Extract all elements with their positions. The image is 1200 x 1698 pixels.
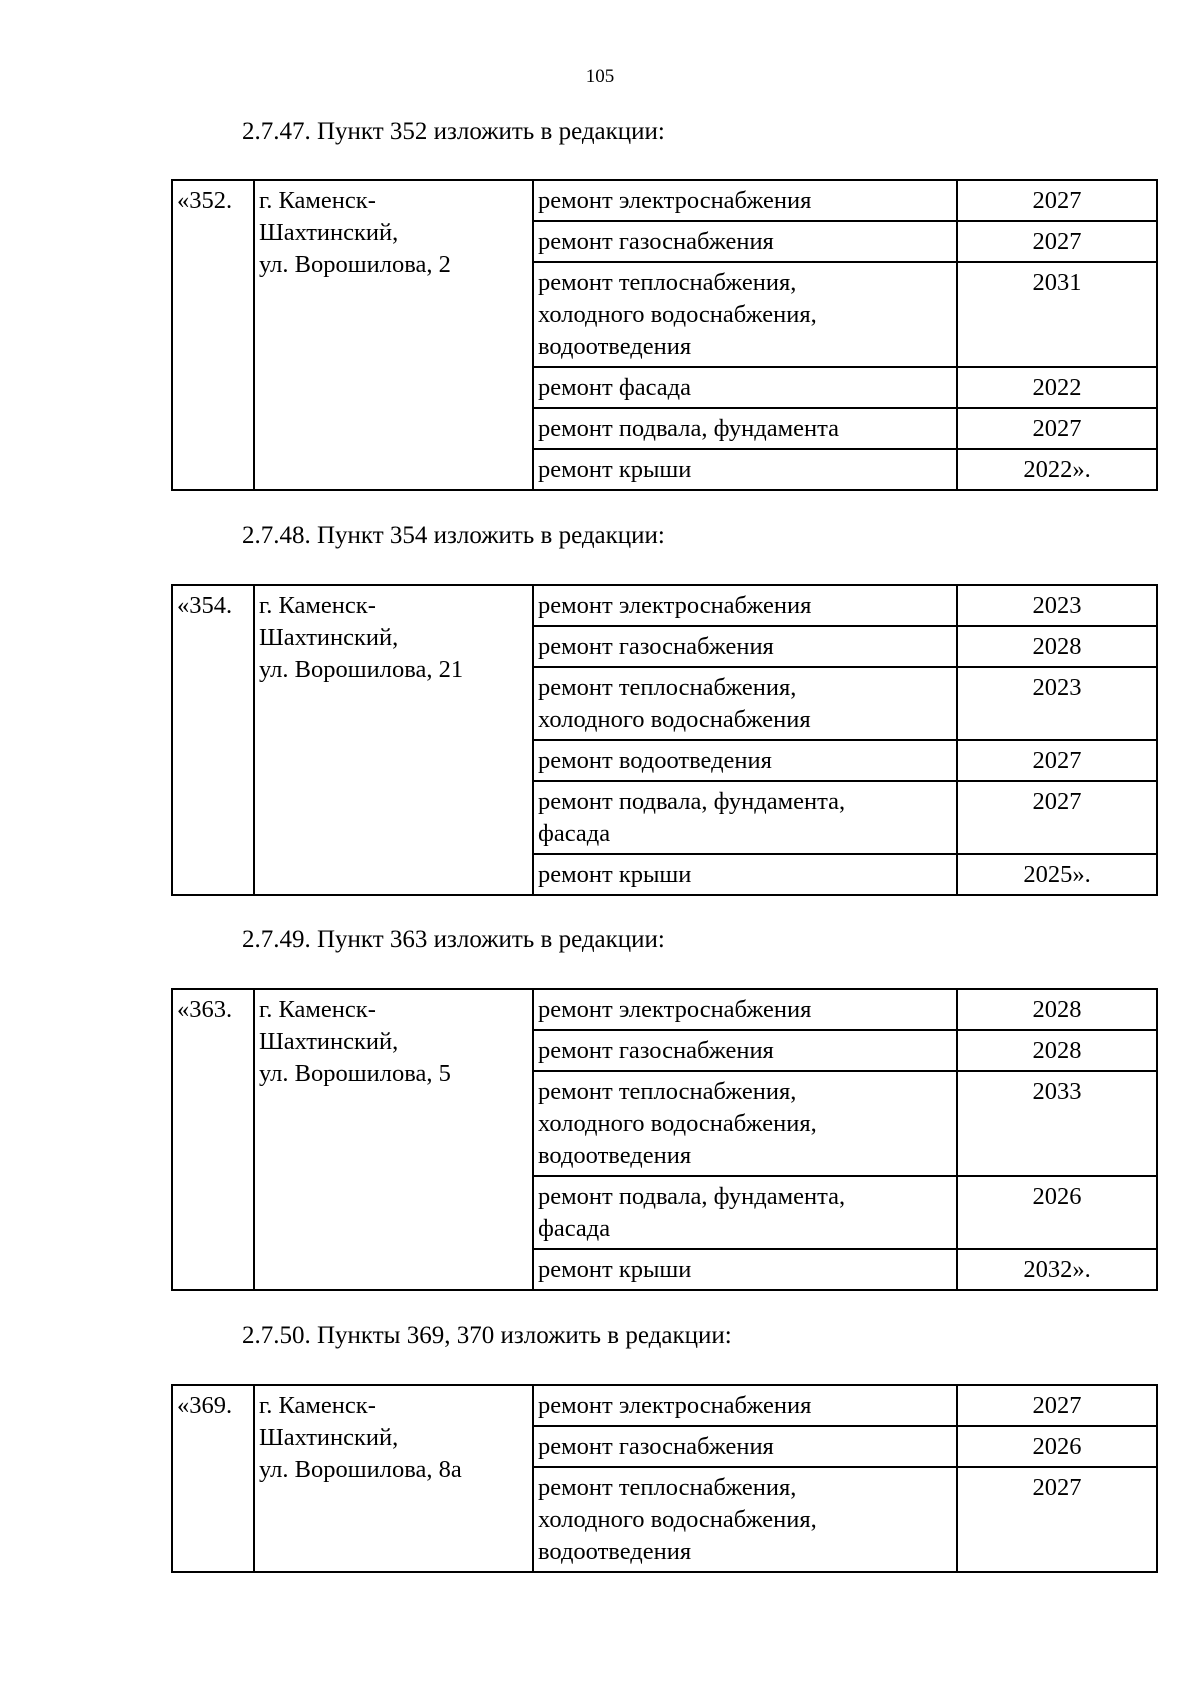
year-cell: 2025».: [957, 854, 1157, 895]
address-line: Шахтинский,: [259, 624, 399, 651]
address-line: Шахтинский,: [259, 1028, 399, 1055]
work-line: ремонт газоснабжения: [538, 1433, 774, 1460]
work-line: ремонт электроснабжения: [538, 187, 812, 214]
address-cell: [254, 585, 533, 895]
work-line: ремонт электроснабжения: [538, 996, 812, 1023]
item-number: «354.: [172, 585, 254, 895]
work-line: фасада: [538, 820, 611, 847]
work-cell: [533, 1176, 957, 1249]
year-cell: 2027: [957, 781, 1157, 854]
work-cell: [533, 1426, 957, 1467]
section-heading: 2.7.48. Пункт 354 изложить в редакции:: [242, 522, 665, 549]
year-cell: 2027: [957, 408, 1157, 449]
year-cell: 2028: [957, 1030, 1157, 1071]
work-line: ремонт газоснабжения: [538, 1037, 774, 1064]
address-line: г. Каменск-: [259, 1392, 376, 1419]
year-cell: 2027: [957, 740, 1157, 781]
year-cell: 2028: [957, 989, 1157, 1030]
year-cell: 2033: [957, 1071, 1157, 1176]
year-cell: 2027: [957, 221, 1157, 262]
address-line: г. Каменск-: [259, 996, 376, 1023]
work-cell: [533, 367, 957, 408]
work-cell: [533, 667, 957, 740]
work-line: ремонт подвала, фундамента,: [538, 788, 846, 815]
work-line: ремонт фасада: [538, 374, 691, 401]
work-cell: [533, 408, 957, 449]
work-line: холодного водоснабжения: [538, 706, 811, 733]
address-line: г. Каменск-: [259, 187, 376, 214]
address-line: ул. Ворошилова, 21: [259, 656, 464, 683]
item-number: «352.: [172, 180, 254, 490]
year-cell: 2026: [957, 1176, 1157, 1249]
year-cell: 2023: [957, 667, 1157, 740]
work-line: ремонт электроснабжения: [538, 1392, 812, 1419]
year-cell: 2032».: [957, 1249, 1157, 1290]
work-line: холодного водоснабжения,: [538, 1506, 817, 1533]
address-line: ул. Ворошилова, 8а: [259, 1456, 462, 1483]
work-line: ремонт крыши: [538, 456, 692, 483]
work-cell: [533, 989, 957, 1030]
year-cell: 2022».: [957, 449, 1157, 490]
work-line: ремонт теплоснабжения,: [538, 269, 797, 296]
address-cell: [254, 989, 533, 1290]
work-cell: [533, 1071, 957, 1176]
work-line: ремонт крыши: [538, 1256, 692, 1283]
amendment-table: [171, 179, 1158, 491]
work-cell: [533, 626, 957, 667]
year-cell: 2027: [957, 180, 1157, 221]
item-number: «363.: [172, 989, 254, 1290]
work-line: ремонт газоснабжения: [538, 228, 774, 255]
year-cell: 2022: [957, 367, 1157, 408]
year-cell: 2027: [957, 1385, 1157, 1426]
address-cell: [254, 180, 533, 490]
year-cell: 2023: [957, 585, 1157, 626]
item-number: «369.: [172, 1385, 254, 1572]
section-heading: 2.7.50. Пункты 369, 370 изложить в редакции:: [242, 1322, 732, 1349]
amendment-table: [171, 1384, 1158, 1573]
work-cell: [533, 1467, 957, 1572]
work-cell: [533, 585, 957, 626]
year-cell: 2026: [957, 1426, 1157, 1467]
year-cell: 2027: [957, 1467, 1157, 1572]
work-cell: [533, 1385, 957, 1426]
work-line: фасада: [538, 1215, 611, 1242]
address-line: ул. Ворошилова, 5: [259, 1060, 451, 1087]
address-line: г. Каменск-: [259, 592, 376, 619]
year-cell: 2028: [957, 626, 1157, 667]
work-line: холодного водоснабжения,: [538, 301, 817, 328]
work-line: холодного водоснабжения,: [538, 1110, 817, 1137]
work-line: ремонт теплоснабжения,: [538, 1474, 797, 1501]
work-cell: [533, 221, 957, 262]
address-line: Шахтинский,: [259, 219, 399, 246]
amendment-table: [171, 988, 1158, 1291]
work-line: ремонт водоотведения: [538, 747, 772, 774]
address-line: ул. Ворошилова, 2: [259, 251, 451, 278]
section-heading: 2.7.47. Пункт 352 изложить в редакции:: [242, 118, 665, 145]
page-number: 105: [585, 66, 615, 87]
address-cell: [254, 1385, 533, 1572]
work-line: ремонт теплоснабжения,: [538, 674, 797, 701]
work-cell: [533, 781, 957, 854]
amendment-table: [171, 584, 1158, 896]
work-cell: [533, 1030, 957, 1071]
work-cell: [533, 262, 957, 367]
work-cell: [533, 1249, 957, 1290]
year-cell: 2031: [957, 262, 1157, 367]
work-line: ремонт крыши: [538, 861, 692, 888]
work-line: ремонт электроснабжения: [538, 592, 812, 619]
work-line: ремонт подвала, фундамента,: [538, 1183, 846, 1210]
section-heading: 2.7.49. Пункт 363 изложить в редакции:: [242, 926, 665, 953]
work-line: ремонт подвала, фундамента: [538, 415, 839, 442]
work-cell: [533, 740, 957, 781]
work-cell: [533, 449, 957, 490]
work-cell: [533, 180, 957, 221]
work-line: ремонт теплоснабжения,: [538, 1078, 797, 1105]
work-line: водоотведения: [538, 333, 692, 360]
work-line: водоотведения: [538, 1538, 692, 1565]
work-line: водоотведения: [538, 1142, 692, 1169]
address-line: Шахтинский,: [259, 1424, 399, 1451]
work-line: ремонт газоснабжения: [538, 633, 774, 660]
work-cell: [533, 854, 957, 895]
